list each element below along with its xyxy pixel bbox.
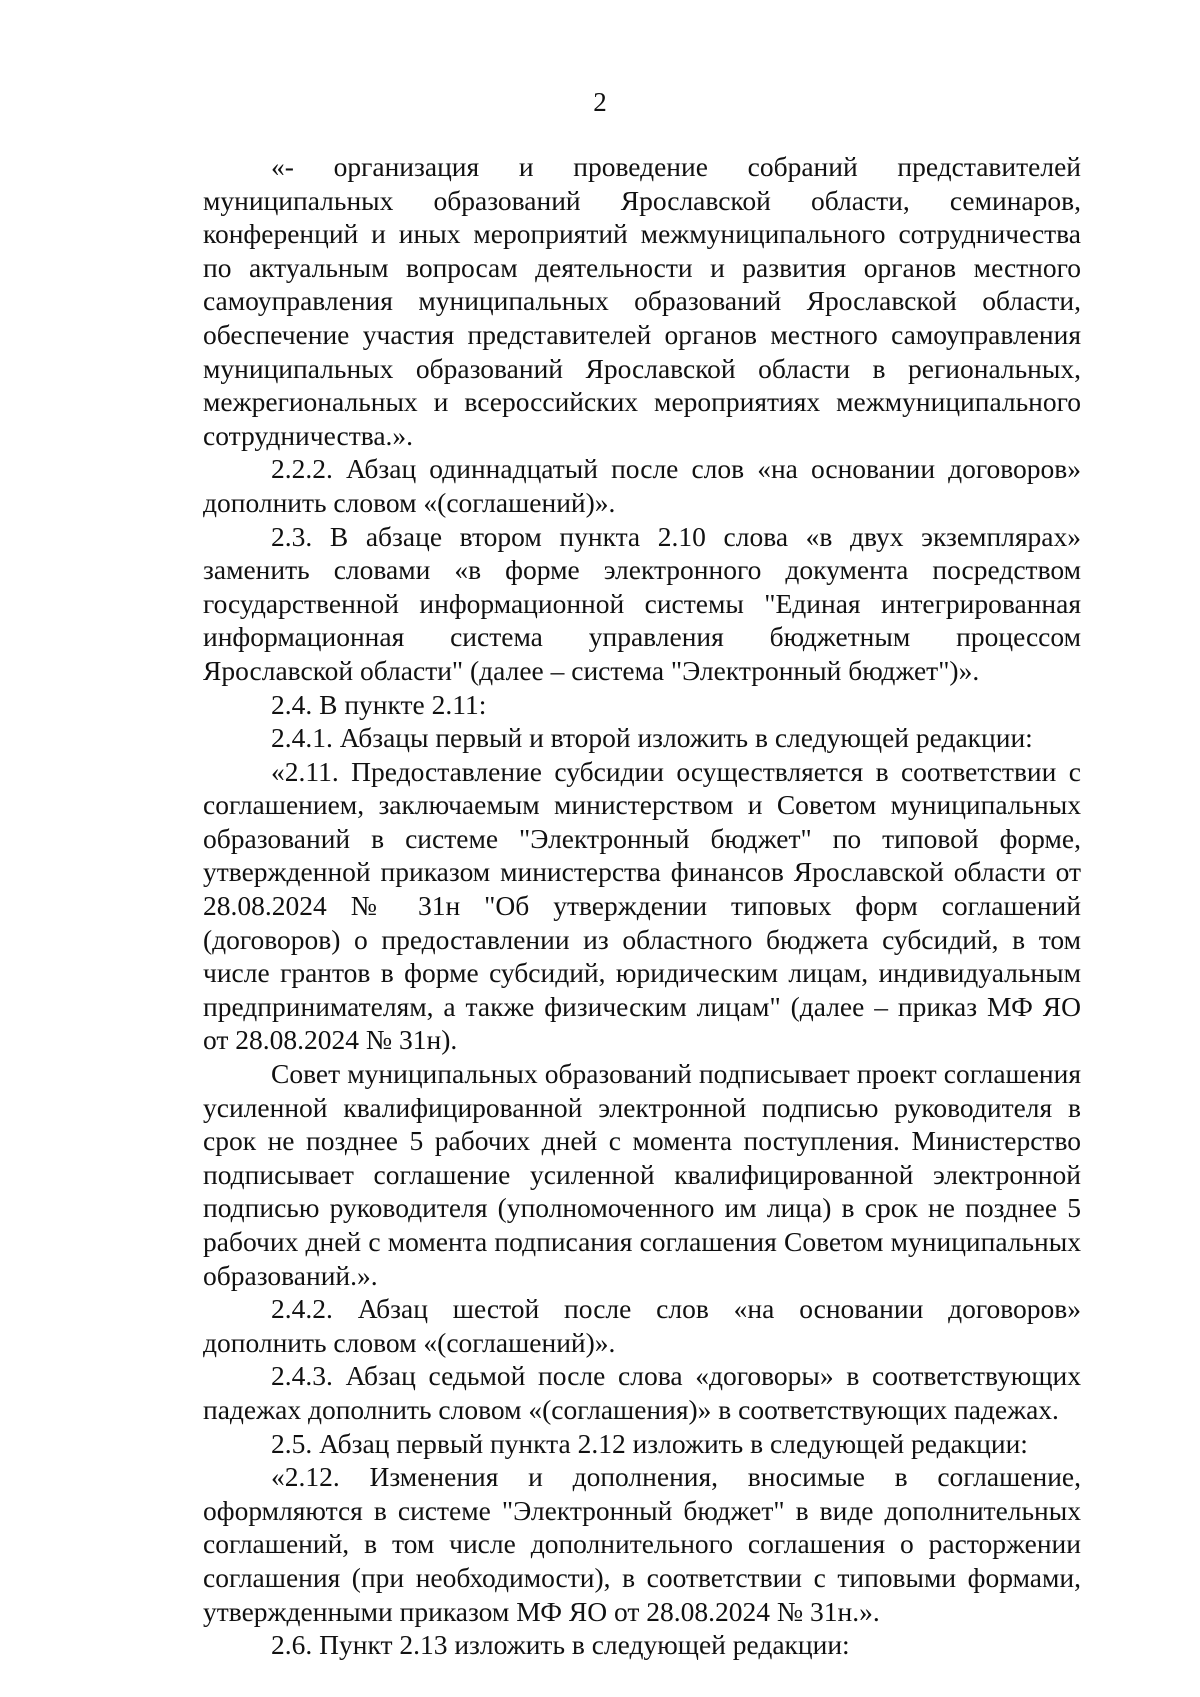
paragraph-2-2-2: 2.2.2. Абзац одиннадцатый после слов «на основании договоров» дополнить словом «(соглашений)». (203, 453, 1081, 518)
paragraph-council-signing: Совет муниципальных образований подписывает проект соглашения усиленной квалифицированной электронной подписью руководителя в срок не позднее 5 рабочих дней с момента поступления. Министерство подписывает соглашение усиленной квалифицированной электронной подписью руководителя (уполномоченного им лица) в срок не позднее 5 рабочих дней с момента подписания соглашения Советом муниципальных образований.». (203, 1058, 1081, 1291)
paragraph-2-4-3: 2.4.3. Абзац седьмой после слова «договоры» в соответствующих падежах дополнить словом «(соглашения)» в соответствующих падежах. (203, 1360, 1081, 1425)
paragraph-2-4-1: 2.4.1. Абзацы первый и второй изложить в следующей редакции: (271, 722, 1033, 754)
page-number: 2 (593, 87, 607, 117)
paragraph-2-11-quote: «2.11. Предоставление субсидии осуществляется в соответствии с соглашением, заключаемым министерством и Советом муниципальных образований в системе "Электронный бюджет" по типовой форме, утвержденной приказом министерства финансов Ярославской области от 28.08.2024 № 31н "Об утверждении типовых форм соглашений (договоров) о предоставлении из областного бюджета субсидий, в том числе грантов в форме субсидий, юридическим лицам, индивидуальным предпринимателям, а также физическим лицам" (далее – приказ МФ ЯО от 28.08.2024 № 31н). (203, 755, 1081, 1056)
paragraph-2-5: 2.5. Абзац первый пункта 2.12 изложить в следующей редакции: (271, 1427, 1028, 1459)
paragraph-list-item-meetings: «- организация и проведение собраний представителей муниципальных образований Ярославской области, семинаров, конференций и иных мероприятий межмуниципального сотрудничества по актуальным вопросам деятельности и развития органов местного самоуправления муниципальных образований Ярославской области, обеспечение участия представителей органов местного самоуправления муниципальных образований Ярославской области в региональных, межрегиональных и всероссийских мероприятиях межмуниципального сотрудничества.». (203, 151, 1081, 451)
paragraph-2-4-2: 2.4.2. Абзац шестой после слов «на основании договоров» дополнить словом «(соглашений)». (203, 1293, 1081, 1358)
paragraph-2-12-quote: «2.12. Изменения и дополнения, вносимые в соглашение, оформляются в системе "Электронный бюджет" в виде дополнительных соглашений, в том числе дополнительного соглашения о расторжении соглашения (при необходимости), в соответствии с типовыми формами, утвержденными приказом МФ ЯО от 28.08.2024 № 31н.». (203, 1461, 1081, 1627)
document-body (203, 150, 1081, 1662)
paragraph-2-6: 2.6. Пункт 2.13 изложить в следующей редакции: (271, 1629, 850, 1661)
paragraph-2-3: 2.3. В абзаце втором пункта 2.10 слова «в двух экземплярах» заменить словами «в форме электронного документа посредством государственной информационной системы "Единая интегрированная информационная система управления бюджетным процессом Ярославской области" (далее – система "Электронный бюджет")». (203, 520, 1081, 686)
paragraph-2-4: 2.4. В пункте 2.11: (271, 688, 487, 720)
